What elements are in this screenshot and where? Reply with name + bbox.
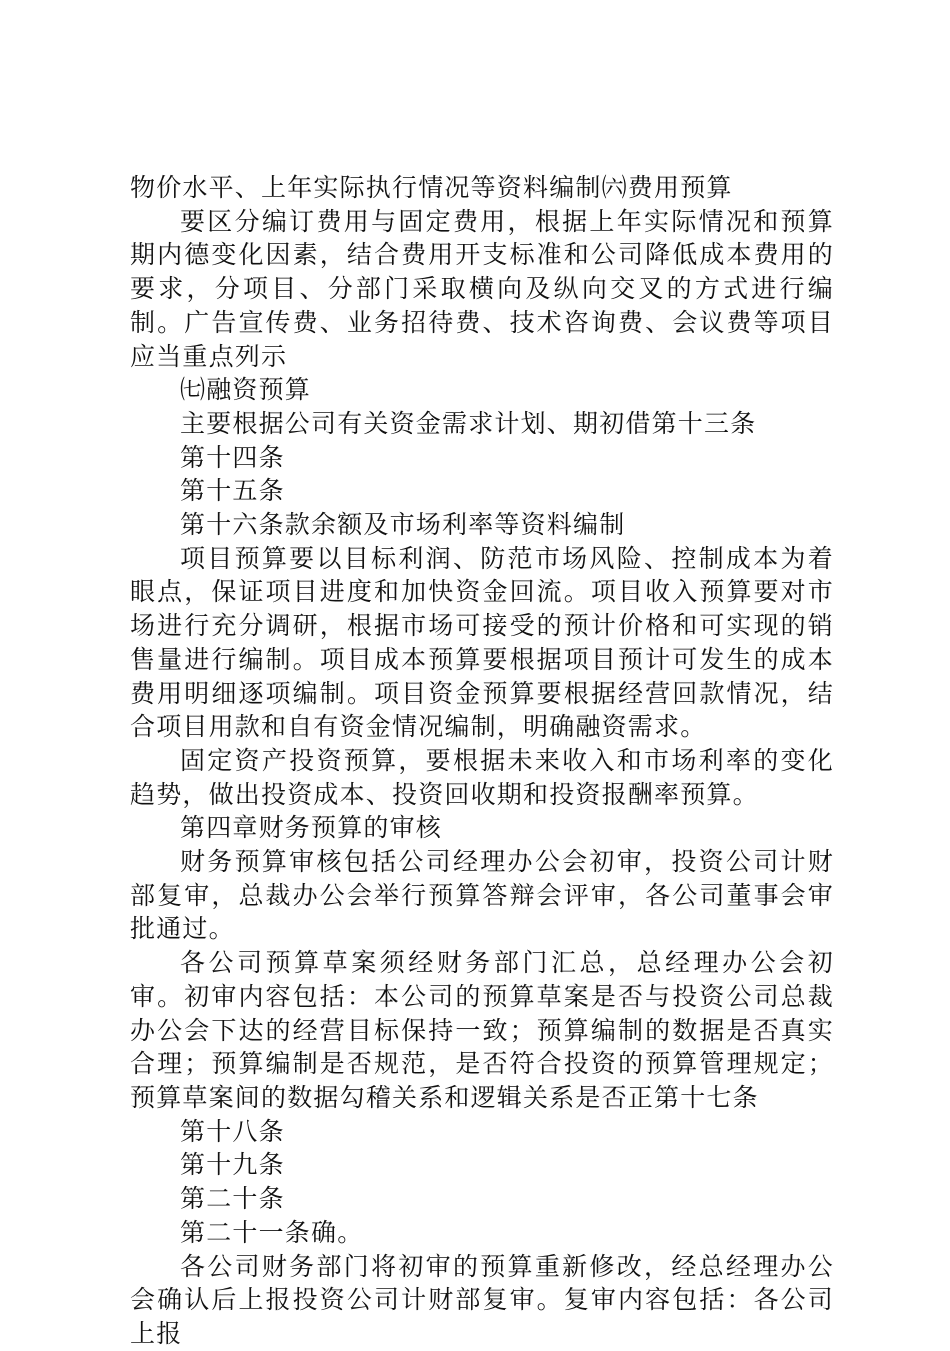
paragraph: 各公司预算草案须经财务部门汇总，总经理办公会初审。初审内容包括：本公司的预算草案是否与投资公司总裁办公会下达的经营目标保持一致；预算编制的数据是否真实合理；预算编制是否规范，是否符合投资的预算管理规定；预算草案间的数据勾稽关系和逻辑关系是否正第十七条 [130, 948, 834, 1112]
paragraph: 要区分编订费用与固定费用，根据上年实际情况和预算期内德变化因素，结合费用开支标准和公司降低成本费用的要求，分项目、分部门采取横向及纵向交叉的方式进行编制。广告宣传费、业务招待费、技术咨询费、会议费等项目应当重点列示 [130, 206, 834, 371]
article-number: 第十九条 [180, 1150, 285, 1180]
article-number: 第十四条 [180, 442, 285, 472]
paragraph: 第十六条款余额及市场利率等资料编制 [180, 510, 626, 540]
section-heading: ㈦融资预算 [180, 375, 312, 405]
document-body [130, 171, 834, 1351]
paragraph: 财务预算审核包括公司经理办公会初审，投资公司计财部复审，总裁办公会举行预算答辩会评审，各公司董事会审批通过。 [130, 847, 834, 944]
paragraph: 固定资产投资预算，要根据未来收入和市场利率的变化趋势，做出投资成本、投资回收期和投资报酬率预算。 [130, 745, 834, 809]
paragraph: 第二十一条确。 [180, 1217, 364, 1247]
paragraph: 项目预算要以目标利润、防范市场风险、控制成本为着眼点，保证项目进度和加快资金回流。项目收入预算要对市场进行充分调研，根据市场可接受的预计价格和可实现的销售量进行编制。项目成本预算要根据项目预计可发生的成本费用明细逐项编制。项目资金预算要根据经营回款情况，结合项目用款和自有资金情况编制，明确融资需求。 [130, 543, 834, 742]
article-number: 第十八条 [180, 1116, 285, 1146]
paragraph: 各公司财务部门将初审的预算重新修改，经总经理办公会确认后上报投资公司计财部复审。复审内容包括：各公司上报 [130, 1251, 834, 1348]
paragraph: 主要根据公司有关资金需求计划、期初借第十三条 [180, 408, 757, 438]
article-number: 第十五条 [180, 476, 285, 506]
chapter-heading: 第四章财务预算的审核 [180, 813, 443, 843]
paragraph: 物价水平、上年实际执行情况等资料编制㈥费用预算 [130, 173, 733, 202]
article-number: 第二十条 [180, 1184, 285, 1214]
